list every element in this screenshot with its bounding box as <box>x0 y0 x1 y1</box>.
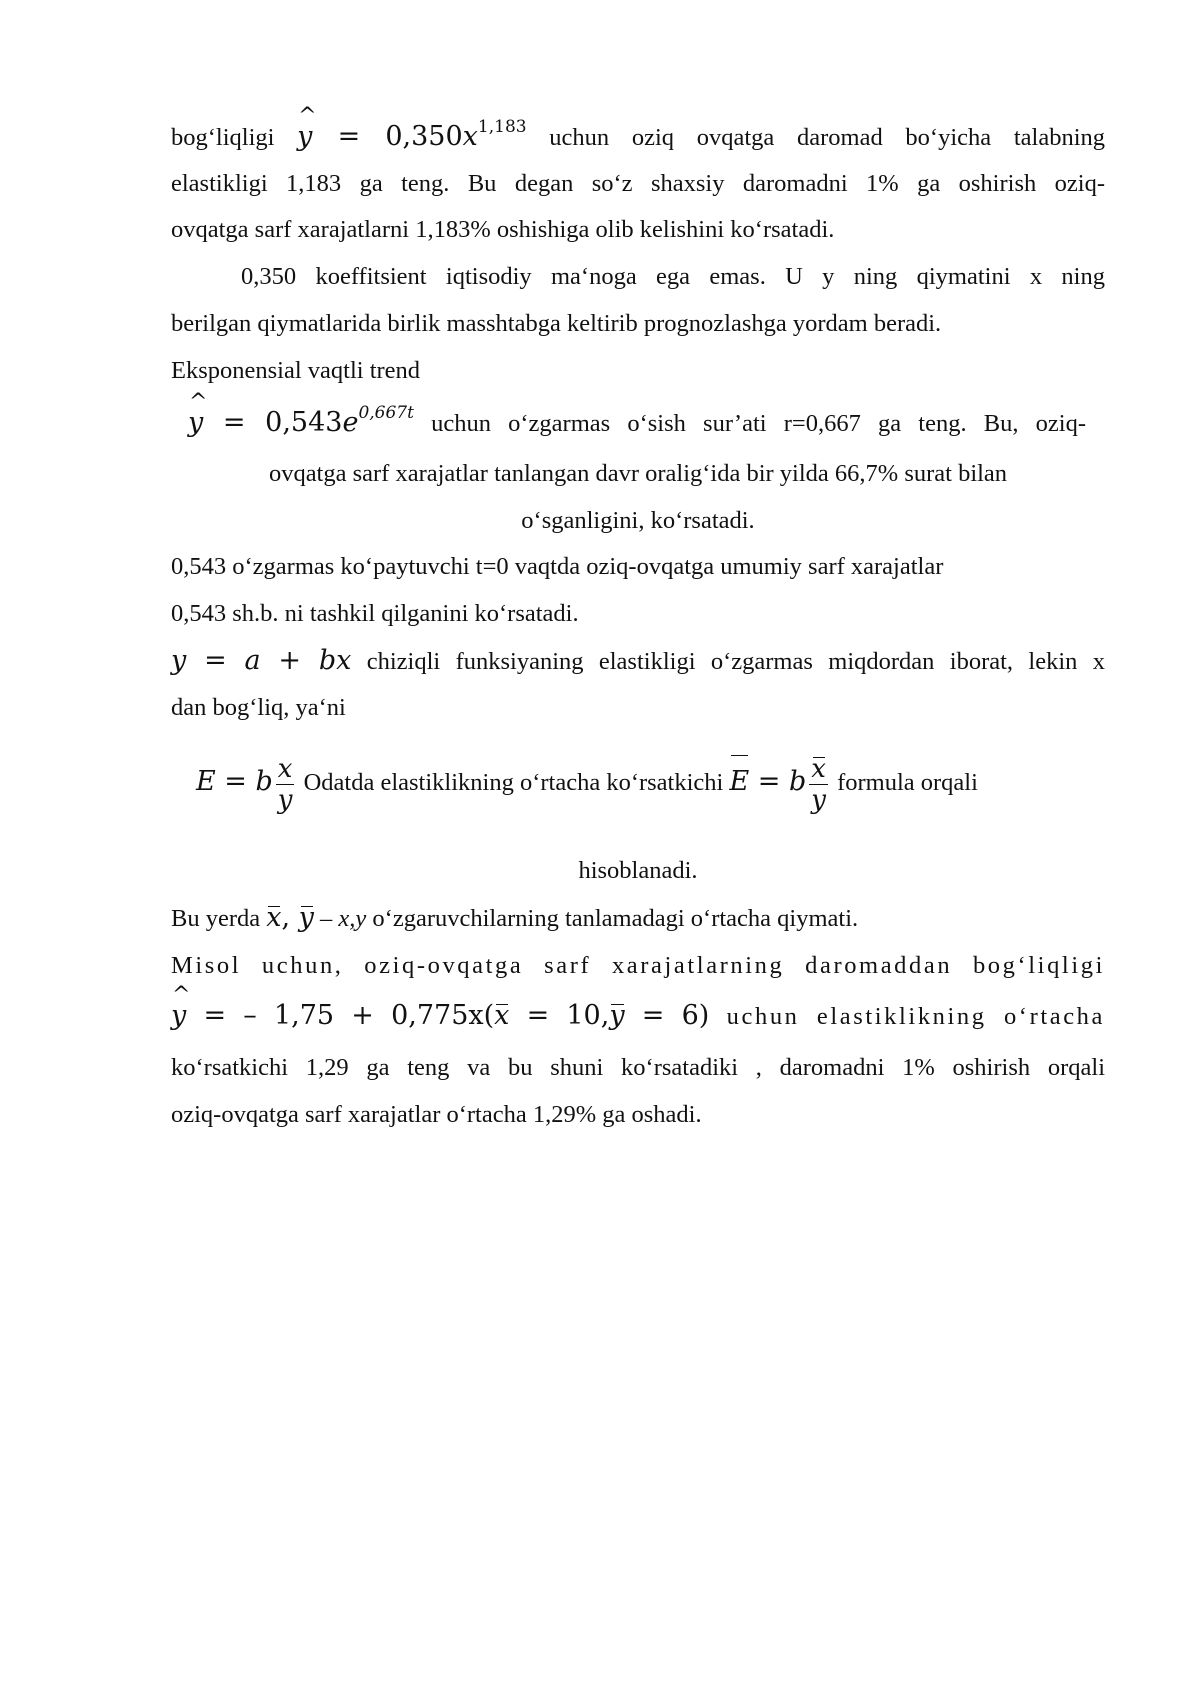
y-hat: ^ y <box>171 1001 186 1031</box>
paragraph-line-3: ovqatga sarf xarajatlarni 1,183% oshishiga olib kelishini ko‘rsatadi. <box>171 216 835 243</box>
formula-exponent: 0,667t <box>358 403 414 423</box>
e-bar: E <box>729 752 749 812</box>
text-run: o‘zgaruvchilarning tanlamadagi o‘rtacha qiymati. <box>366 905 859 932</box>
y-hat: ^ y <box>297 122 312 152</box>
formula-linear-example <box>171 1000 709 1031</box>
fraction-denominator: y <box>811 784 826 815</box>
paragraph-line-15: hisoblanadi. <box>578 857 698 884</box>
paragraph-line-4: 0,350 koeffitsient iqtisodiy ma‘noga ega emas. U y ning qiymatini x ning <box>241 263 1105 290</box>
y-bar: y <box>298 902 314 933</box>
formula-exponential-trend <box>188 403 414 438</box>
paragraph-line-9: o‘sganligini, ko‘rsatadi. <box>521 507 755 534</box>
paragraph-line-10: 0,543 o‘zgarmas ko‘paytuvchi t=0 vaqtda oziq-ovqatga umumiy sarf xarajatlar <box>171 553 944 580</box>
text-run: uchun o‘zgarmas o‘sish sur’ati r=0,667 ga teng. Bu, oziq- <box>413 410 1086 437</box>
fraction-denominator: y <box>277 784 293 815</box>
paragraph-line-5: berilgan qiymatlarida birlik masshtabga keltirib prognozlashga yordam beradi. <box>171 310 942 337</box>
x-bar: x <box>811 753 826 784</box>
formula-linear: y = a + bx <box>171 645 352 676</box>
formula-part: = 0,350 <box>312 121 463 152</box>
text-run: Odatda elastiklikning o‘rtacha ko‘rsatkichi <box>297 769 730 796</box>
x-bar: x <box>266 902 282 933</box>
formula-mean-elasticity <box>729 766 806 797</box>
text-run: uchun oziq ovqatga daromad bo‘yicha talabning <box>526 124 1105 151</box>
formula-part: = – 1,75 + 0,775x( <box>186 1000 495 1031</box>
formula-part: = 0,543 <box>203 407 343 438</box>
fraction-xbar-over-y <box>809 754 828 815</box>
paragraph-line-20: oziq-ovqatga sarf xarajatlar o‘rtacha 1,29% ga oshadi. <box>171 1101 702 1128</box>
paragraph-line-12 <box>171 646 1105 677</box>
formula-part: = b <box>749 766 807 797</box>
text-run: – x,y <box>313 905 367 932</box>
paragraph-line-2: elastikligi 1,183 ga teng. Bu degan so‘z shaxsiy daromadni 1% ga oshirish oziq- <box>171 170 1105 197</box>
paragraph-line-19: ko‘rsatkichi 1,29 ga teng va bu shuni ko‘rsatadiki , daromadni 1% oshirish orqali <box>171 1054 1105 1081</box>
text-run: Bu yerda <box>171 905 267 932</box>
paragraph-line-6: Eksponensial vaqtli trend <box>171 357 421 384</box>
formula-part: = 10, <box>509 1000 610 1031</box>
formula-means <box>266 902 314 933</box>
paragraph-line-13: dan bog‘liq, ya‘ni <box>171 694 346 721</box>
formula-power-model <box>297 117 527 152</box>
paragraph-line-18 <box>171 1001 1105 1032</box>
fraction-numerator: x <box>277 753 293 784</box>
paragraph-line-11: 0,543 sh.b. ni tashkil qilganini ko‘rsatadi. <box>171 600 579 627</box>
paragraph-line-16 <box>171 903 1105 934</box>
paragraph-line-1 <box>171 117 1105 153</box>
x-bar: x <box>494 1000 510 1031</box>
paragraph-line-14 <box>196 752 1096 815</box>
paragraph-line-17: Misol uchun, oziq-ovqatga sarf xarajatlarning daromaddan bog‘liqligi <box>171 952 1105 979</box>
y-hat: ^ y <box>188 408 203 438</box>
text-run: chiziqli funksiyaning elastikligi o‘zgarmas miqdordan iborat, lekin x <box>351 648 1105 675</box>
fraction-x-over-y <box>276 754 295 815</box>
formula-part: = 6) <box>624 1000 710 1031</box>
paragraph-line-7 <box>188 403 1086 439</box>
text-run: bog‘liqligi <box>171 124 298 151</box>
y-bar: y <box>609 1000 625 1031</box>
formula-var: e <box>342 407 359 438</box>
formula-part: , <box>281 902 299 933</box>
formula-var: x <box>462 121 478 152</box>
formula-elasticity: E = b <box>196 766 273 797</box>
formula-exponent: 1,183 <box>477 117 527 137</box>
paragraph-line-8: ovqatga sarf xarajatlar tanlangan davr oralig‘ida bir yilda 66,7% surat bilan <box>268 460 1008 487</box>
text-run: uchun elastiklikning o‘rtacha <box>709 1003 1106 1030</box>
text-run: formula orqali <box>830 769 978 796</box>
